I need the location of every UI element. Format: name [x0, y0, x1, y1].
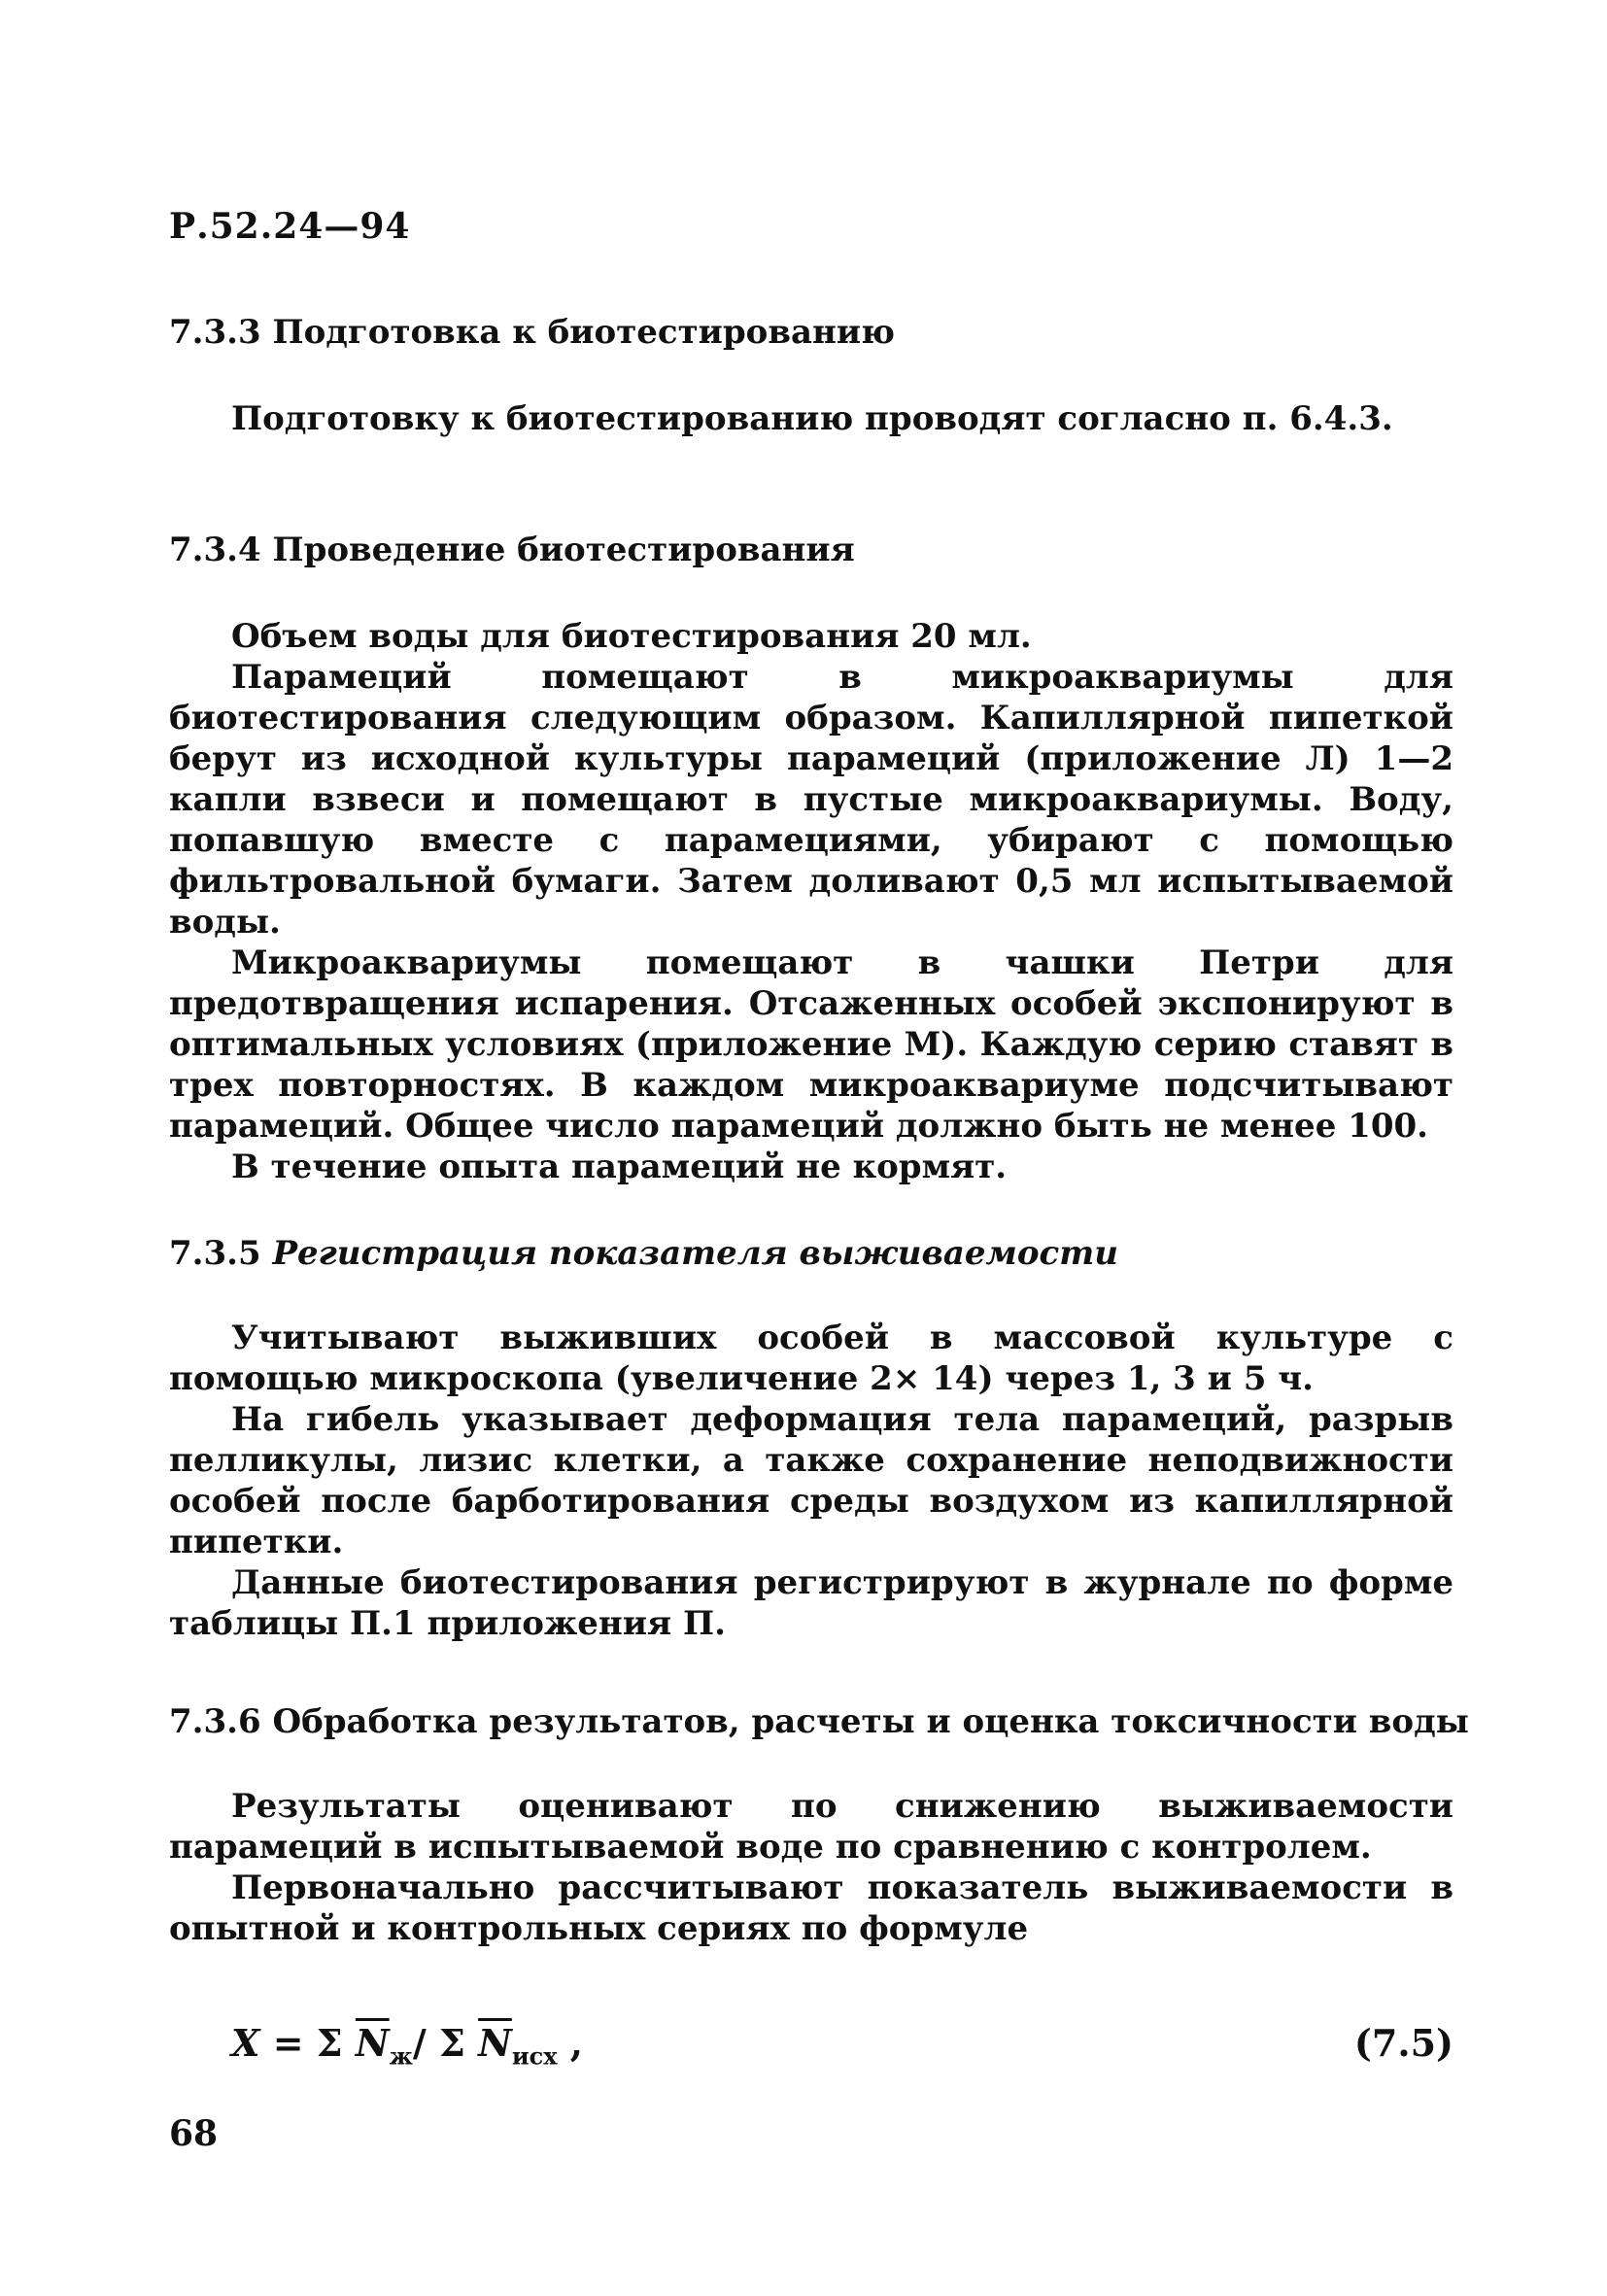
heading-number: 7.3.5: [169, 1234, 273, 1273]
formula-trail: ,: [557, 2021, 584, 2065]
page-number: 68: [169, 2113, 219, 2154]
paragraph: На гибель указывает деформация тела парамеций, разрыв пелликулы, лизис клетки, а также сохранение неподвижности особей после барботирования среды воздухом из капиллярной пипетки.: [169, 1400, 1453, 1561]
section-body-7-3-4: [169, 616, 1453, 1187]
equation-number: (7.5): [1353, 2021, 1453, 2065]
section-body-7-3-5: [169, 1318, 1453, 1644]
paragraph: Парамеций помещают в микроаквариумы для биотестирования следующим образом. Капиллярной пипеткой берут из исходной культуры парамеций (приложение Л) 1—2 капли взвеси и помещают в пустые микроаквариумы. Воду, попавшую вместе с парамециями, убирают с помощью фильтровальной бумаги. Затем доливают 0,5 мл испытываемой воды.: [169, 658, 1453, 942]
section-heading-7-3-6: 7.3.6 Обработка результатов, расчеты и оценка токсичности воды: [169, 1702, 1469, 1741]
section-heading-7-3-4: 7.3.4 Проведение биотестирования: [169, 531, 855, 569]
paragraph: Данные биотестирования регистрируют в журнале по форме таблицы П.1 приложения П.: [169, 1563, 1453, 1643]
section-body-7-3-3: [169, 398, 1453, 439]
formula-divide: /: [412, 2021, 439, 2065]
formula: [231, 2021, 583, 2071]
formula-n-2: $\overline{N}$: [478, 2021, 512, 2065]
section-heading-7-3-3: 7.3.3 Подготовка к биотестированию: [169, 313, 895, 352]
formula-equals: =: [259, 2021, 317, 2065]
paragraph: В течение опыта парамеций не кормят.: [231, 1148, 1008, 1186]
formula-lhs: X: [231, 2021, 260, 2065]
formula-sub-2: исх: [511, 2041, 558, 2071]
formula-n-1: $\overline{N}$: [355, 2021, 390, 2065]
formula-sub-1: ж: [389, 2041, 413, 2071]
formula-row: [169, 2021, 1453, 2070]
paragraph: Объем воды для биотестирования 20 мл.: [231, 617, 1032, 656]
paragraph: Микроаквариумы помещают в чашки Петри для предотвращения испарения. Отсаженных особей экспонируют в оптимальных условиях (приложение М). Каждую серию ставят в трех повторностях. В каждом микроаквариуме подсчитывают парамеций. Общее число парамеций должно быть не менее 100.: [169, 943, 1453, 1146]
paragraph: Результаты оценивают по снижению выживаемости парамеций в испытываемой воде по сравнению с контролем.: [169, 1787, 1453, 1867]
paragraph: Учитывают выживших особей в массовой культуре с помощью микроскопа (увеличение 2× 14) через 1, 3 и 5 ч.: [169, 1319, 1453, 1398]
formula-sum-1: Σ: [316, 2021, 356, 2065]
section-body-7-3-6: [169, 1786, 1453, 1949]
document-code: Р.52.24—94: [169, 206, 411, 247]
paragraph: Подготовку к биотестированию проводят согласно п. 6.4.3.: [231, 399, 1393, 438]
formula-sum-2: Σ: [438, 2021, 479, 2065]
section-heading-7-3-5: [169, 1234, 1118, 1273]
heading-title: Регистрация показателя выживаемости: [272, 1234, 1118, 1273]
paragraph: Первоначально рассчитывают показатель выживаемости в опытной и контрольных сериях по формуле: [169, 1868, 1453, 1948]
